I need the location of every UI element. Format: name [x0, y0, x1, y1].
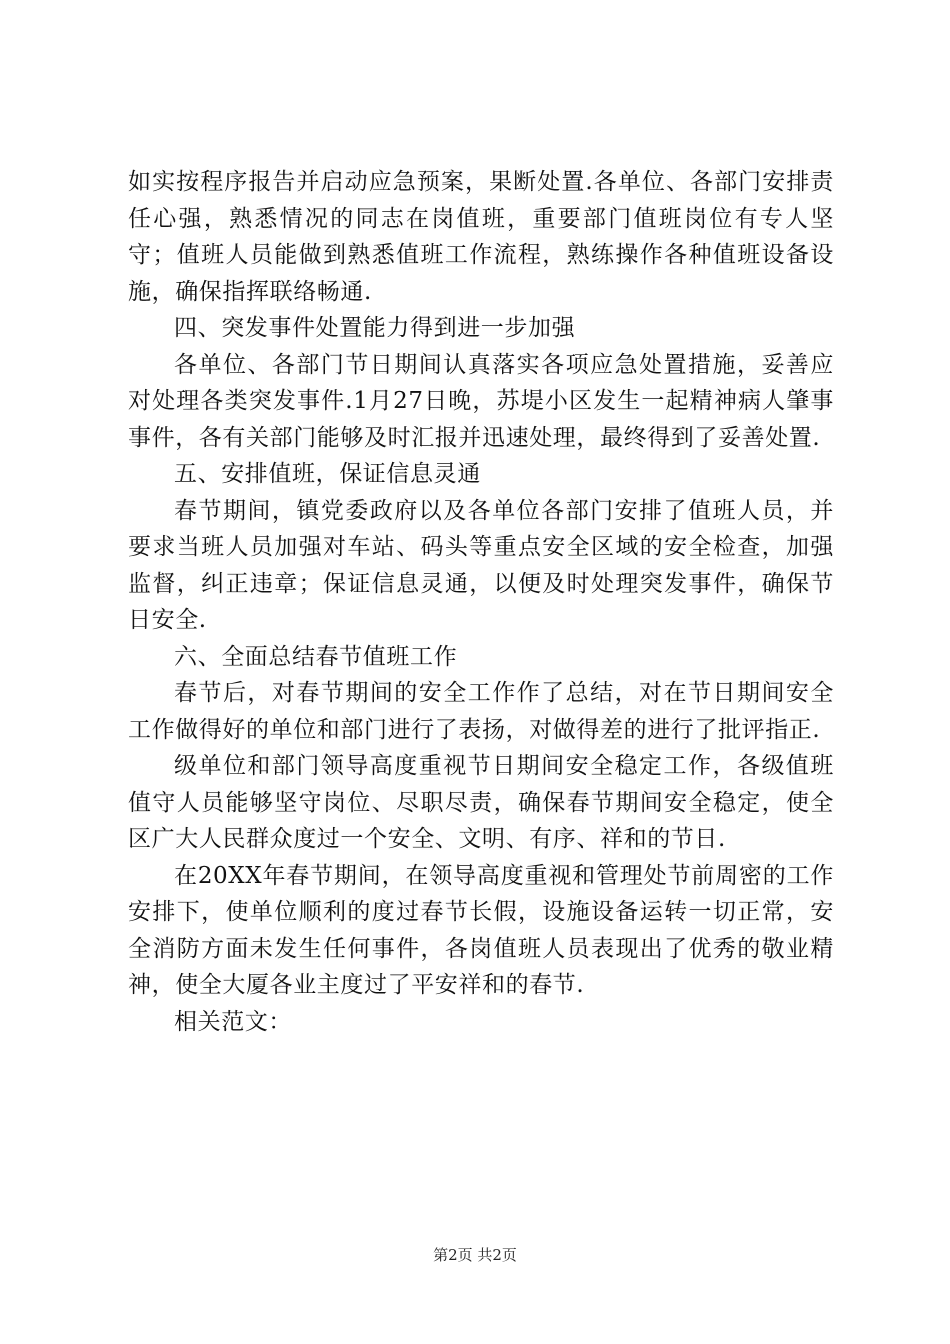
paragraph-leadership: 级单位和部门领导高度重视节日期间安全稳定工作，各级值班值守人员能够坚守岗位、尽职尽责，确保春节期间安全稳定，使全区广大人民群众度过一个安全、文明、有序、祥和的节日.: [128, 753, 834, 852]
document-body: [128, 164, 834, 1040]
paragraph-continued: 如实按程序报告并启动应急预案，果断处置.各单位、各部门安排责任心强，熟悉情况的同志在岗值班，重要部门值班岗位有专人坚守；值班人员能做到熟悉值班工作流程，熟练操作各种值班设备设施，确保指挥联络畅通.: [128, 169, 834, 305]
paragraph-duty-arrangement: 春节期间，镇党委政府以及各单位各部门安排了值班人员，并要求当班人员加强对车站、码头等重点安全区域的安全检查，加强监督，纠正违章；保证信息灵通，以便及时处理突发事件，确保节日安全.: [128, 497, 834, 633]
paragraph-summary: 春节后，对春节期间的安全工作作了总结，对在节日期间安全工作做得好的单位和部门进行了表扬，对做得差的进行了批评指正.: [128, 680, 834, 743]
section-heading-5: 五、安排值班，保证信息灵通: [174, 461, 481, 487]
section-heading-4: 四、突发事件处置能力得到进一步加强: [174, 315, 576, 341]
section-heading-6: 六、全面总结春节值班工作: [174, 643, 458, 670]
paragraph-emergency-handling: 各单位、各部门节日期间认真落实各项应急处置措施，妥善应对处理各类突发事件.1月27日晚，苏堤小区发生一起精神病人肇事事件，各有关部门能够及时汇报并迅速处理，最终得到了妥善处置.: [128, 351, 834, 451]
related-articles-heading: 相关范文：: [174, 1008, 292, 1035]
page-footer: 第2页 共2页: [433, 1246, 517, 1264]
paragraph-spring-festival: 在20XX年春节期间，在领导高度重视和管理处节前周密的工作安排下，使单位顺利的度过春节长假，设施设备运转一切正常，安全消防方面未发生任何事件，各岗值班人员表现出了优秀的敬业精神，使全大厦各业主度过了平安祥和的春节.: [128, 862, 834, 998]
